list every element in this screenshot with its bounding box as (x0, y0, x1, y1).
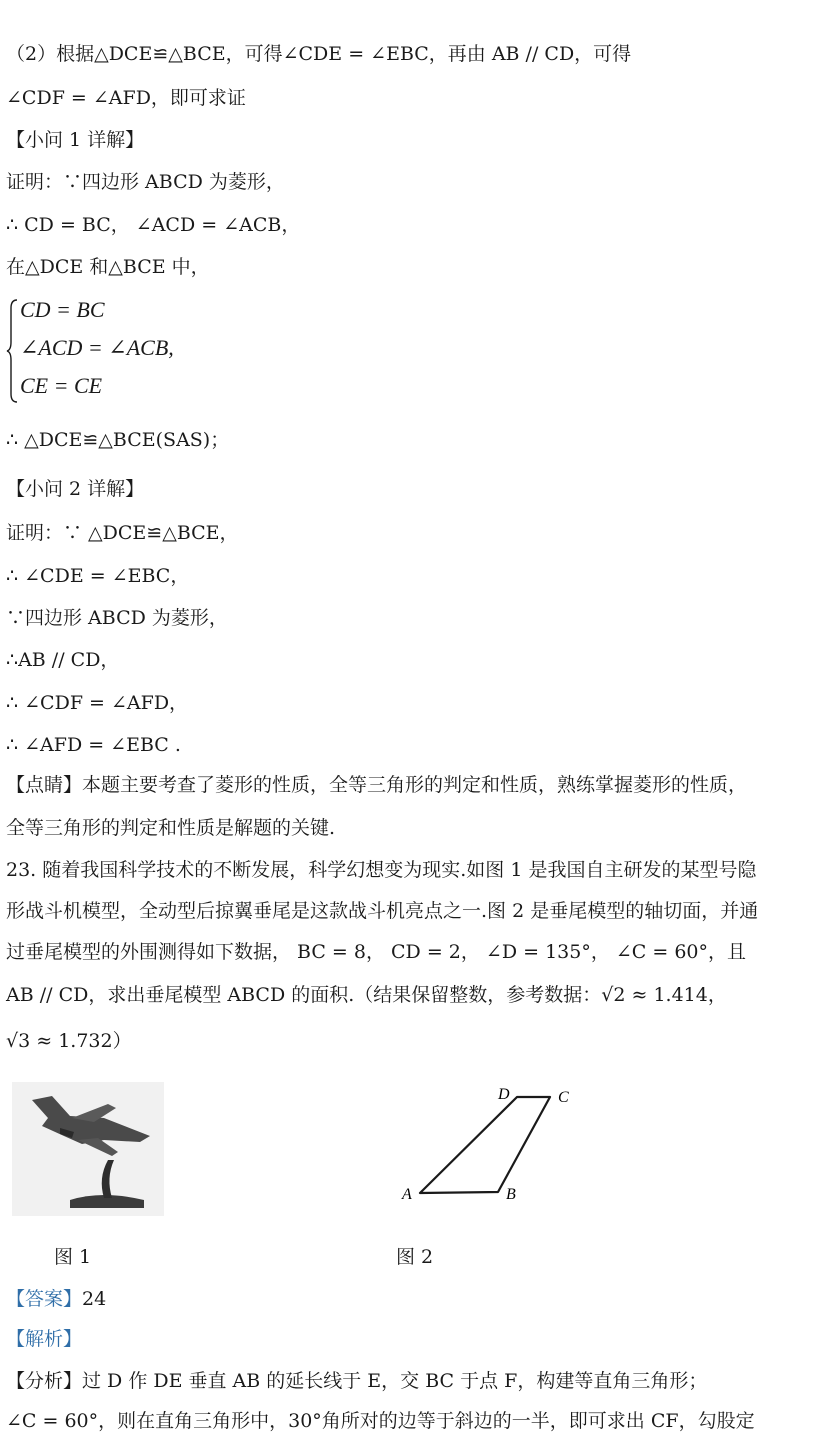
equation-system (6, 296, 266, 408)
q2-step-3: ∵四边形 ABCD 为菱形， (6, 607, 228, 629)
analysis-line1: 【分析】过 D 作 DE 垂直 AB 的延长线于 E，交 BC 于点 F，构建等直角三角形； (6, 1370, 708, 1392)
figure2-caption: 图 2 (396, 1246, 434, 1268)
q2-step-5: ∴ ∠CDF = ∠AFD， (6, 692, 189, 714)
vertex-label-c: C (558, 1089, 569, 1106)
answer-value: 24 (82, 1288, 107, 1310)
vertex-label-d: D (498, 1086, 510, 1103)
q2-step-6: ∴ ∠AFD = ∠EBC . (6, 734, 181, 756)
analysis-label: 【解析】 (6, 1328, 83, 1350)
answer-line (6, 1285, 826, 1313)
comment-line2: 全等三角形的判定和性质是解题的关键. (6, 817, 336, 839)
problem23-line2: 形战斗机模型，全动型后掠翼垂尾是这款战斗机亮点之一.图 2 是垂尾模型的轴切面，并通 (6, 900, 759, 922)
vertex-label-a: A (402, 1186, 412, 1203)
vertex-label-b: B (506, 1186, 516, 1203)
problem23-line5: √3 ≈ 1.732） (6, 1030, 132, 1052)
problem23-line3: 过垂尾模型的外围测得如下数据， BC = 8， CD = 2， ∠D = 135°， ∠C = 60°，且 (6, 941, 747, 963)
q1-conclusion: ∴ △DCE≌△BCE(SAS)； (6, 429, 230, 451)
comment-line1: 【点睛】本题主要考查了菱形的性质，全等三角形的判定和性质，熟练掌握菱形的性质， (6, 774, 748, 796)
left-brace-icon (6, 298, 18, 404)
q2-step-2: ∴ ∠CDE = ∠EBC， (6, 565, 190, 587)
jet-model-photo (12, 1082, 164, 1216)
system-row-1: CD = BC (20, 297, 105, 322)
trapezoid-figure (396, 1078, 586, 1210)
q1-proof-start: 证明：∵四边形 ABCD 为菱形， (6, 171, 285, 193)
system-row-3: CE = CE (20, 373, 103, 398)
system-row-2: ∠ACD = ∠ACB, (20, 335, 174, 360)
part2-intro-line2: ∠CDF = ∠AFD，即可求证 (6, 87, 246, 109)
part2-intro-line1: （2）根据△DCE≌△BCE，可得∠CDE = ∠EBC，再由 AB // CD，可得 (6, 43, 632, 65)
q2-heading: 【小问 2 详解】 (6, 478, 145, 500)
answer-label: 【答案】 (6, 1288, 83, 1310)
trapezoid-abcd (420, 1097, 550, 1193)
q2-step-1: 证明：∵ △DCE≌△BCE， (6, 522, 239, 544)
problem23-line4: AB // CD，求出垂尾模型 ABCD 的面积.（结果保留整数，参考数据：√2 ≈ 1.414， (6, 984, 727, 1006)
problem23-line1: 23. 随着我国科学技术的不断发展，科学幻想变为现实.如图 1 是我国自主研发的某型号隐 (6, 859, 757, 881)
q2-step-4: ∴AB // CD， (6, 649, 120, 671)
q1-heading: 【小问 1 详解】 (6, 129, 145, 151)
figure1-caption: 图 1 (54, 1246, 92, 1268)
q1-step1: ∴ CD = BC， ∠ACD = ∠ACB， (6, 214, 301, 236)
q1-step2: 在△DCE 和△BCE 中， (6, 256, 210, 278)
analysis-line2: ∠C = 60°，则在直角三角形中，30°角所对的边等于斜边的一半，即可求出 CF，勾股定 (6, 1410, 755, 1432)
